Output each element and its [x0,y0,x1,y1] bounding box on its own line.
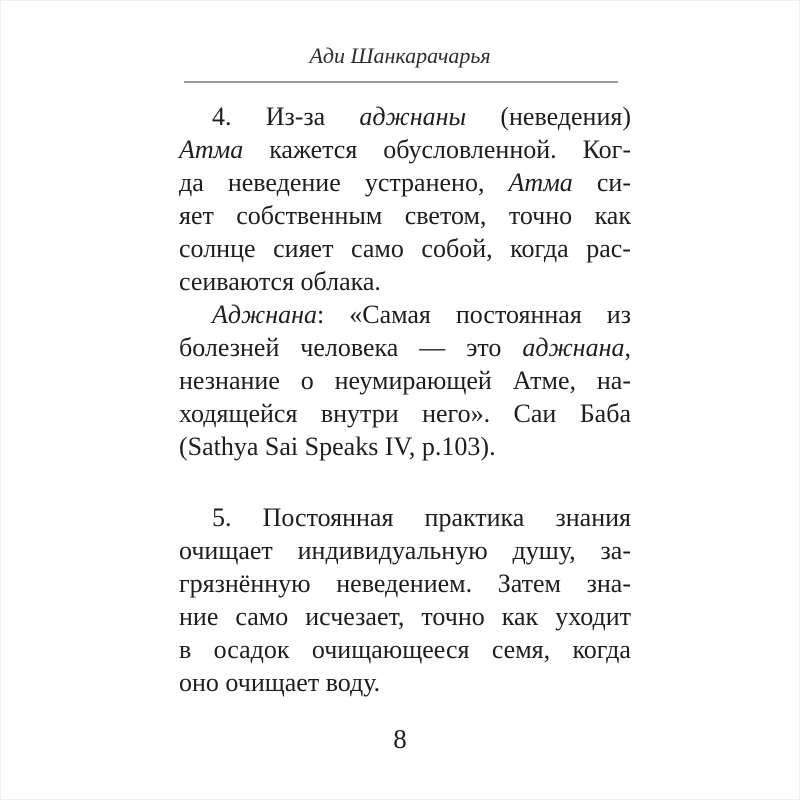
text-block [179,100,631,699]
text-line: Атма кажется обусловленной. Ког- [179,135,631,164]
paragraph-4 [179,100,631,298]
page-number: 8 [393,724,407,754]
text-line: оно очищает воду. [179,668,381,697]
text-line: сеиваются облака. [179,267,381,296]
running-header: Ади Шанкарачарья [309,43,491,68]
text-line: да неведение устранено, Атма си- [179,168,631,197]
text-line: грязнённую неведением. Затем зна- [179,569,631,598]
paragraph-ajnana-quote [179,298,631,463]
text-line: яет собственным светом, точно как [179,201,631,230]
text-line: очищает индивидуальную душу, за- [179,536,631,565]
text-line: 4. Из-за аджнаны (неведения) [212,102,631,131]
paragraph-5 [179,501,631,699]
text-line: (Sathya Sai Speaks IV, p.103). [179,432,496,461]
text-line: ходящейся внутри него». Саи Баба [179,399,631,428]
text-line: солнце сияет само собой, когда рас- [179,234,631,263]
text-line: Аджнана: «Самая постоянная из [212,300,631,329]
text-line: 5. Постоянная практика знания [212,503,631,532]
text-line: болезней человека — это аджнана, [179,333,631,362]
header-rule [184,81,618,83]
text-line: незнание о неумирающей Атме, на- [179,366,631,395]
text-line: в осадок очищающееся семя, когда [179,635,631,664]
text-line: ние само исчезает, точно как уходит [179,602,631,631]
